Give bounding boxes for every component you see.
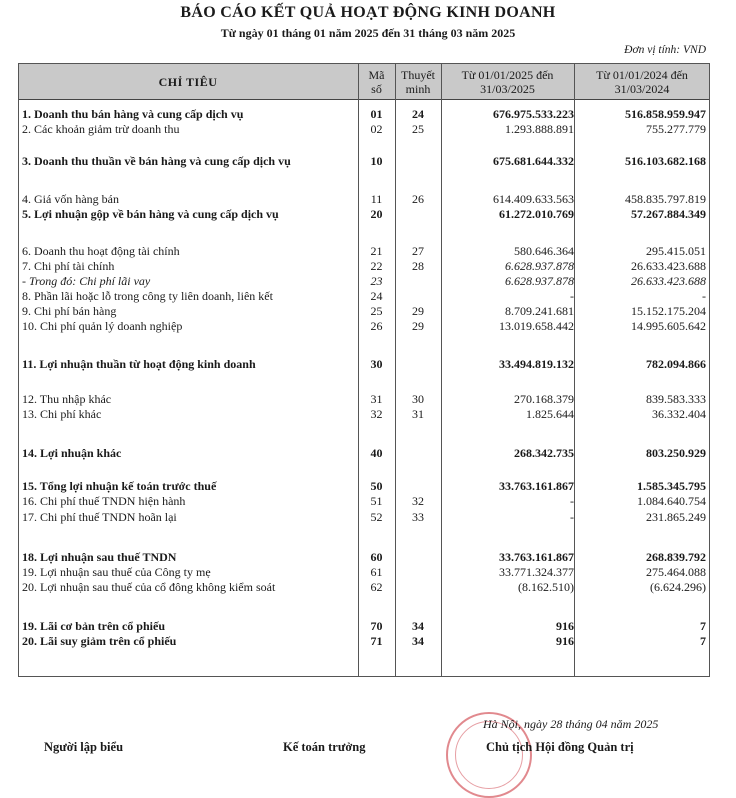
row-previous: - [702, 289, 706, 303]
row-previous: (6.624.296) [650, 580, 706, 594]
row-previous: 516.103.682.168 [625, 154, 706, 168]
row-name: 10. Chi phí quản lý doanh nghiệp [22, 319, 183, 333]
row-name: 20. Lợi nhuận sau thuế của cổ đông không kiểm soát [22, 580, 276, 594]
row-note: 25 [412, 122, 424, 136]
row-name: 4. Giá vốn hàng bán [22, 192, 119, 206]
row-current: 580.646.364 [514, 244, 574, 258]
table-row [18, 565, 710, 580]
row-previous: 15.152.175.204 [631, 304, 706, 318]
row-current: 676.975.533.223 [493, 107, 574, 121]
row-code: 70 [370, 619, 383, 633]
row-current: 6.628.937.878 [505, 259, 574, 273]
table-row [18, 634, 710, 649]
table-row [18, 446, 710, 461]
table-row [18, 580, 710, 595]
row-name: 19. Lãi cơ bản trên cổ phiếu [22, 619, 165, 633]
row-name: 13. Chi phí khác [22, 407, 102, 421]
row-current: 916 [556, 634, 574, 648]
row-previous: 36.332.404 [652, 407, 706, 421]
row-code: 40 [370, 446, 383, 460]
row-code: 71 [370, 634, 383, 648]
row-name: 3. Doanh thu thuần về bán hàng và cung cấp dịch vụ [22, 154, 291, 168]
row-code: 22 [370, 259, 383, 273]
header-current-period: Từ 01/01/2025 đến 31/03/2025 [461, 67, 554, 96]
row-note: 27 [412, 244, 424, 258]
row-previous: 1.585.345.795 [637, 479, 706, 493]
chief-accountant-signature-label: Kế toán trưởng [283, 740, 366, 754]
row-previous: 295.415.051 [646, 244, 706, 258]
row-current: 614.409.633.563 [493, 192, 574, 206]
table-row [18, 407, 710, 422]
row-name: 20. Lãi suy giảm trên cổ phiếu [22, 634, 177, 648]
row-name: 12. Thu nhập khác [22, 392, 112, 406]
row-code: 51 [370, 494, 383, 508]
row-current: 61.272.010.769 [499, 207, 574, 221]
row-code: 11 [370, 192, 383, 206]
row-current: 268.342.735 [514, 446, 574, 460]
row-previous: 1.084.640.754 [637, 494, 706, 508]
row-code: 30 [370, 357, 383, 371]
row-previous: 803.250.929 [646, 446, 706, 460]
row-current: 1.825.644 [526, 407, 574, 421]
row-previous: 755.277.779 [646, 122, 706, 136]
row-name: 5. Lợi nhuận gộp về bán hàng và cung cấp dịch vụ [22, 207, 279, 221]
row-code: 21 [370, 244, 383, 258]
row-note: 32 [412, 494, 424, 508]
row-previous: 14.995.605.642 [631, 319, 706, 333]
report-period: Từ ngày 01 tháng 01 năm 2025 đến 31 tháng 03 năm 2025 [220, 26, 516, 40]
row-name: 14. Lợi nhuận khác [22, 446, 122, 460]
row-current: 33.763.161.867 [499, 550, 574, 564]
preparer-signature-label: Người lập biểu [44, 740, 124, 754]
row-note: 24 [412, 107, 424, 121]
row-name: 15. Tổng lợi nhuận kế toán trước thuế [22, 479, 217, 493]
row-current: 33.763.161.867 [499, 479, 574, 493]
row-code: 62 [370, 580, 383, 594]
table-row [18, 304, 710, 319]
row-name: 8. Phần lãi hoặc lỗ trong công ty liên doanh, liên kết [22, 289, 273, 303]
row-name: 16. Chi phí thuế TNDN hiện hành [22, 494, 186, 508]
row-note: 33 [412, 510, 424, 524]
chairman-signature-label: Chủ tịch Hội đồng Quản trị [486, 740, 634, 754]
table-row [18, 244, 710, 259]
table-row [18, 122, 710, 137]
header-item: CHỈ TIÊU [158, 74, 218, 89]
row-name: 7. Chi phí tài chính [22, 259, 115, 273]
row-current: 8.709.241.681 [505, 304, 574, 318]
row-note: 29 [412, 319, 424, 333]
row-note: 26 [412, 192, 424, 206]
row-current: - [570, 289, 574, 303]
table-row [18, 479, 710, 494]
row-code: 32 [370, 407, 383, 421]
row-current: 33.494.819.132 [499, 357, 574, 371]
table-row [18, 192, 710, 207]
row-previous: 7 [700, 619, 706, 633]
row-code: 61 [370, 565, 383, 579]
row-current: - [570, 510, 574, 524]
row-name: 9. Chi phí bán hàng [22, 304, 117, 318]
row-name: - Trong đó: Chi phí lãi vay [22, 274, 151, 288]
table-row [18, 392, 710, 407]
row-name: 1. Doanh thu bán hàng và cung cấp dịch vụ [22, 107, 244, 121]
row-name: 11. Lợi nhuận thuần từ hoạt động kinh doanh [22, 357, 256, 371]
row-current: 33.771.324.377 [499, 565, 574, 579]
table-row [18, 289, 710, 304]
row-note: 34 [412, 634, 424, 648]
row-current: - [570, 494, 574, 508]
row-code: 01 [370, 107, 383, 121]
table-row [18, 107, 710, 122]
row-code: 02 [370, 122, 383, 136]
row-code: 52 [370, 510, 383, 524]
row-name: 6. Doanh thu hoạt động tài chính [22, 244, 180, 258]
row-code: 50 [370, 479, 383, 493]
row-code: 26 [370, 319, 383, 333]
row-code: 10 [370, 154, 383, 168]
table-row [18, 494, 710, 509]
row-note: 28 [412, 259, 424, 273]
row-name: 17. Chi phí thuế TNDN hoãn lại [22, 510, 177, 524]
row-current: 675.681.644.332 [493, 154, 574, 168]
row-previous: 26.633.423.688 [631, 259, 706, 273]
row-code: 23 [370, 274, 383, 288]
currency-unit: Đơn vị tính: VND [624, 44, 706, 56]
row-previous: 57.267.884.349 [631, 207, 706, 221]
row-previous: 7 [700, 634, 706, 648]
row-previous: 839.583.333 [646, 392, 706, 406]
table-row [18, 550, 710, 565]
report-title: BÁO CÁO KẾT QUẢ HOẠT ĐỘNG KINH DOANH [180, 4, 556, 21]
row-code: 60 [370, 550, 383, 564]
row-previous: 275.464.088 [646, 565, 706, 579]
row-previous: 268.839.792 [646, 550, 706, 564]
table-row [18, 319, 710, 334]
table-row [18, 154, 710, 169]
table-row [18, 357, 710, 372]
row-current: 6.628.937.878 [505, 274, 574, 288]
header-code: Mã số [368, 67, 385, 96]
row-name: 18. Lợi nhuận sau thuế TNDN [22, 550, 177, 564]
row-current: 916 [556, 619, 574, 633]
table-row [18, 510, 710, 525]
table-row [18, 207, 710, 222]
header-note: Thuyết minh [401, 67, 435, 96]
header-previous-period: Từ 01/01/2024 đến 31/03/2024 [596, 67, 688, 96]
row-previous: 458.835.797.819 [625, 192, 706, 206]
row-note: 29 [412, 304, 424, 318]
row-name: 2. Các khoản giảm trừ doanh thu [22, 122, 180, 136]
row-current: (8.162.510) [518, 580, 574, 594]
signing-place-date: Hà Nội, ngày 28 tháng 04 năm 2025 [483, 717, 659, 731]
row-note: 30 [412, 392, 424, 406]
row-current: 1.293.888.891 [505, 122, 574, 136]
row-name: 19. Lợi nhuận sau thuế của Công ty mẹ [22, 565, 211, 579]
row-note: 31 [412, 407, 424, 421]
table-row [18, 259, 710, 274]
row-previous: 26.633.423.688 [631, 274, 706, 288]
row-current: 270.168.379 [514, 392, 574, 406]
row-previous: 516.858.959.947 [625, 107, 706, 121]
row-code: 20 [370, 207, 383, 221]
row-current: 13.019.658.442 [499, 319, 574, 333]
row-previous: 231.865.249 [646, 510, 706, 524]
row-note: 34 [412, 619, 424, 633]
row-previous: 782.094.866 [646, 357, 706, 371]
table-row [18, 274, 710, 289]
row-code: 25 [370, 304, 383, 318]
row-code: 31 [370, 392, 383, 406]
row-code: 24 [370, 289, 383, 303]
table-row [18, 619, 710, 634]
